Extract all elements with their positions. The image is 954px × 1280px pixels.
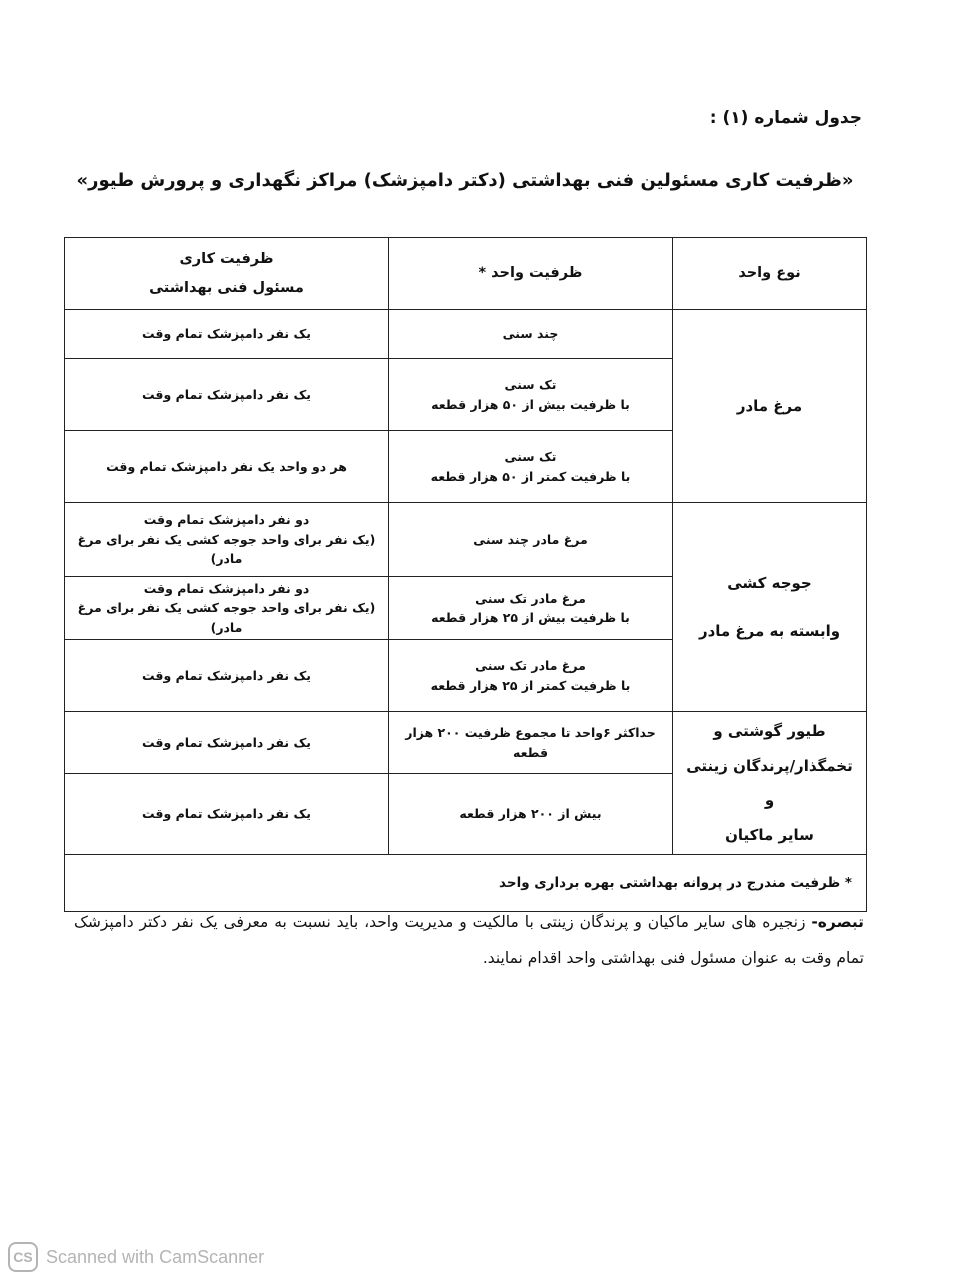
staff-line: دو نفر دامپزشک تمام وقت <box>143 581 310 596</box>
unit-capacity-cell <box>389 310 673 359</box>
staff-cell <box>65 577 389 640</box>
note-text: زنجیره های سایر ماکیان و پرندگان زینتی با مالکیت و مدیریت واحد، باید نسبت به معرفی یک نفر دکتر دامپزشک تمام وقت به عنوان مسئول فنی بهداشتی واحد اقدام نمایند. <box>74 913 864 967</box>
capacity-line: چند سنی <box>502 326 559 342</box>
capacity-line: با ظرفیت بیش از ۲۵ هزار قطعه <box>431 610 630 626</box>
staff-line: یک نفر دامپزشک تمام وقت <box>142 326 311 342</box>
unit-type-cell <box>673 712 867 855</box>
capacity-line: مرغ مادر تک سنی <box>475 590 586 606</box>
header-unit-capacity: ظرفیت واحد * <box>389 238 673 310</box>
staff-cell <box>65 310 389 359</box>
note-paragraph <box>74 904 864 976</box>
staff-cell <box>65 712 389 774</box>
capacity-table <box>64 237 867 912</box>
staff-cell <box>65 503 389 577</box>
staff-line: (یک نفر برای واحد جوجه کشی یک نفر برای مرغ مادر) <box>77 600 376 635</box>
unit-capacity-cell <box>389 712 673 774</box>
table-row <box>65 310 867 359</box>
table-number-label: جدول شماره (۱) : <box>709 108 862 128</box>
unit-type-line: سایر ماکیان <box>725 825 814 844</box>
unit-type-line: طیور گوشتی و <box>713 722 826 741</box>
camscanner-logo-icon: CS <box>8 1242 38 1272</box>
header-work-capacity <box>65 238 389 310</box>
capacity-line: مرغ مادر چند سنی <box>473 531 588 547</box>
table-header-row <box>65 238 867 310</box>
header-unit-type: نوع واحد <box>673 238 867 310</box>
unit-capacity-cell <box>389 774 673 855</box>
staff-line: هر دو واحد یک نفر دامپزشک تمام وقت <box>106 458 347 474</box>
capacity-line: با ظرفیت کمتر از ۲۵ هزار قطعه <box>430 677 631 693</box>
capacity-line: با ظرفیت کمتر از ۵۰ هزار قطعه <box>430 468 631 484</box>
unit-capacity-cell <box>389 431 673 503</box>
table-row <box>65 503 867 577</box>
staff-line: یک نفر دامپزشک تمام وقت <box>142 667 311 683</box>
capacity-line: بیش از ۲۰۰ هزار قطعه <box>459 806 602 822</box>
table-footnote: * ظرفیت مندرج در پروانه بهداشتی بهره برداری واحد <box>65 855 867 912</box>
staff-line: (یک نفر برای واحد جوجه کشی یک نفر برای مرغ مادر) <box>77 531 376 567</box>
camscanner-label: Scanned with CamScanner <box>46 1246 265 1267</box>
document-title: «ظرفیت کاری مسئولین فنی بهداشتی (دکتر دامپزشک) مراکز نگهداری و پرورش طیور» <box>76 170 854 191</box>
staff-cell <box>65 774 389 855</box>
capacity-line: مرغ مادر تک سنی <box>475 658 586 674</box>
table-row <box>65 712 867 774</box>
staff-cell <box>65 359 389 431</box>
unit-type-line: تخمگذار/پرندگان زینتی و <box>686 756 853 810</box>
unit-type-line: مرغ مادر <box>736 396 803 415</box>
unit-capacity-cell <box>389 503 673 577</box>
staff-line: یک نفر دامپزشک تمام وقت <box>142 386 311 402</box>
header-work-capacity-line: مسئول فنی بهداشتی <box>149 279 304 296</box>
note-label: تبصره- <box>811 913 864 931</box>
staff-cell <box>65 640 389 712</box>
capacity-line: حداکثر ۶واحد تا مجموع ظرفیت ۲۰۰ هزار قطعه <box>405 725 656 760</box>
unit-type-line: وابسته به مرغ مادر <box>698 622 841 641</box>
capacity-line: تک سنی <box>504 449 557 465</box>
unit-capacity-cell <box>389 577 673 640</box>
unit-type-cell <box>673 503 867 712</box>
unit-type-cell <box>673 310 867 503</box>
capacity-line: با ظرفیت بیش از ۵۰ هزار قطعه <box>431 396 630 412</box>
staff-line: دو نفر دامپزشک تمام وقت <box>143 512 310 528</box>
capacity-line: تک سنی <box>504 377 557 393</box>
unit-type-line: جوجه کشی <box>727 573 812 592</box>
staff-line: یک نفر دامپزشک تمام وقت <box>142 734 311 750</box>
camscanner-watermark <box>8 1240 264 1274</box>
header-work-capacity-line: ظرفیت کاری <box>179 250 274 267</box>
staff-line: یک نفر دامپزشک تمام وقت <box>142 806 311 822</box>
staff-cell <box>65 431 389 503</box>
unit-capacity-cell <box>389 640 673 712</box>
unit-capacity-cell <box>389 359 673 431</box>
